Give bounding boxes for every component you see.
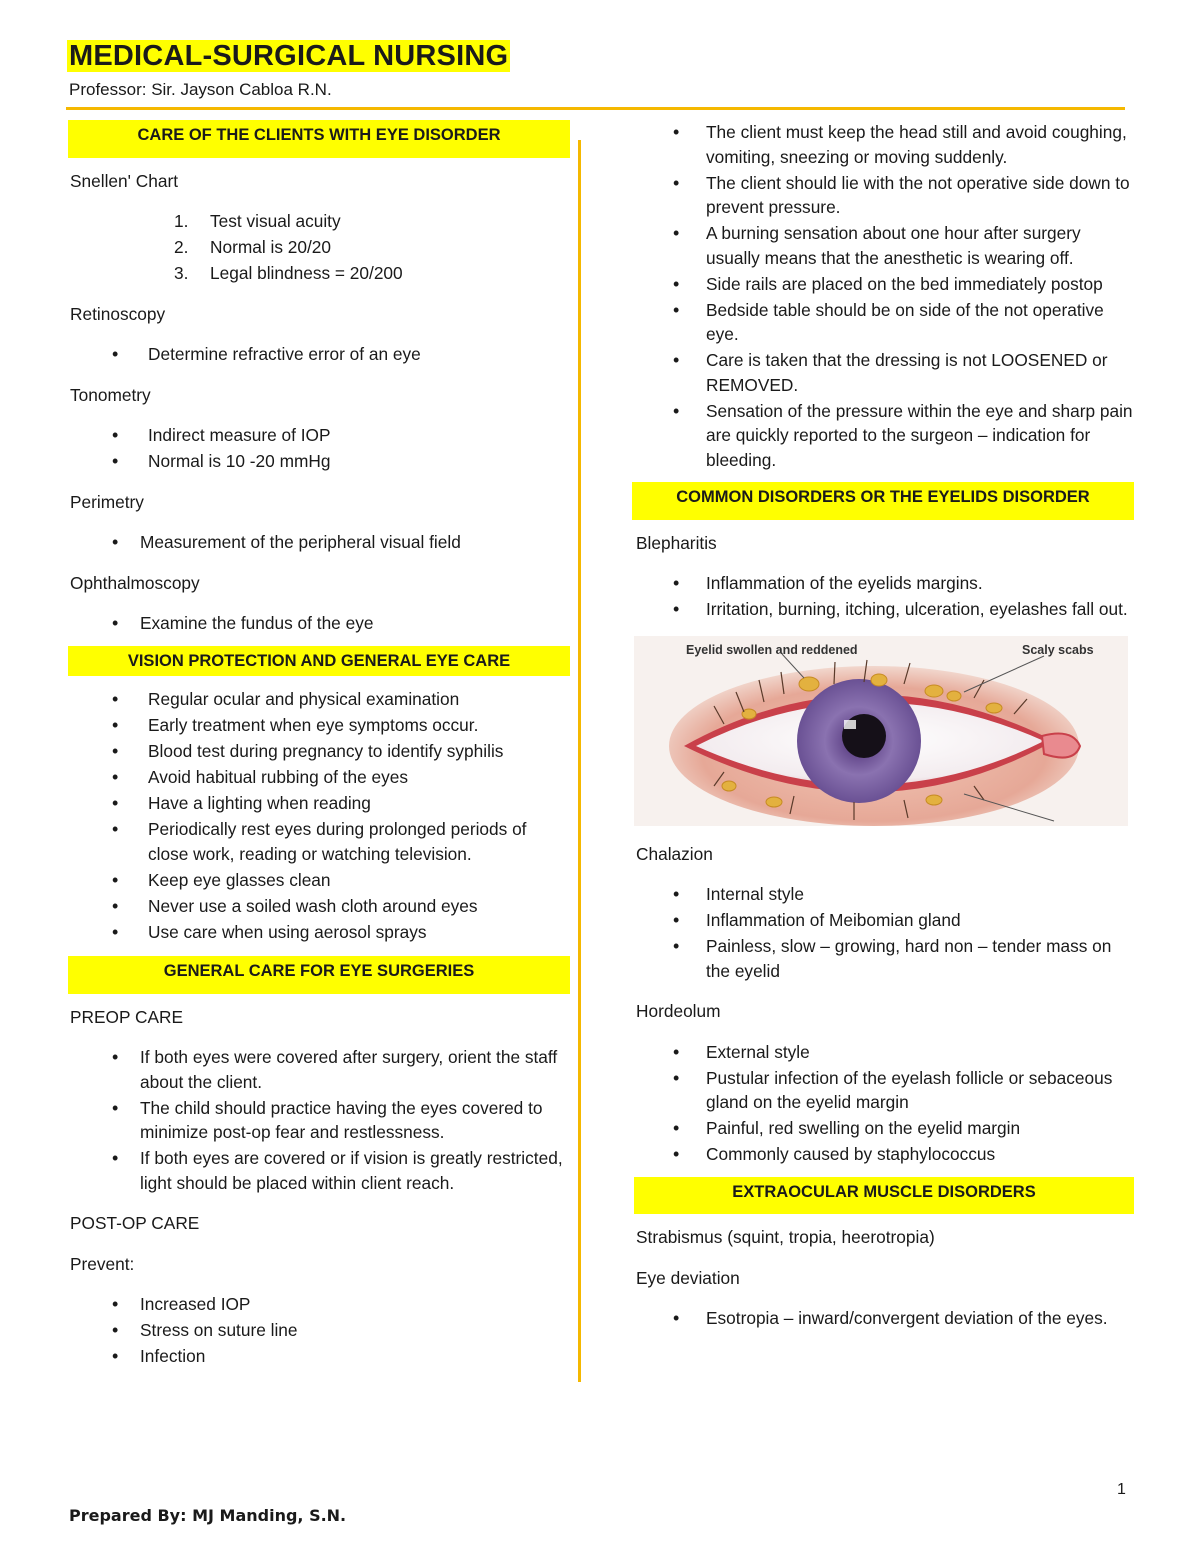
list-item: • Irritation, burning, itching, ulceration, eyelashes fall out. [634, 597, 1134, 622]
column-divider [578, 140, 581, 1382]
blepharitis-list [634, 571, 1134, 622]
list-item: • Side rails are placed on the bed immediately postop [634, 272, 1134, 297]
eye-illustration [634, 636, 1128, 826]
right-column [634, 120, 1134, 1347]
list-item: • Sensation of the pressure within the eye and sharp pain are quickly reported to the surgeon – indication for bleeding. [634, 399, 1134, 473]
tonometry-title: Tonometry [70, 384, 151, 405]
strabismus-text: Strabismus (squint, tropia, heerotropia) [636, 1227, 935, 1247]
eye-deviation-title: Eye deviation [636, 1267, 740, 1288]
blepharitis-title: Blepharitis [636, 532, 717, 553]
list-item: 3. Legal blindness = 20/200 [174, 263, 403, 283]
hordeolum-list [634, 1040, 1134, 1167]
list-item: • Increased IOP [68, 1292, 570, 1317]
perimetry-list [68, 530, 570, 555]
list-item: • Bedside table should be on side of the not operative eye. [634, 298, 1134, 347]
header-divider [66, 107, 1125, 110]
list-item: • Infection [68, 1344, 570, 1369]
list-item: 2. Normal is 20/20 [174, 237, 332, 257]
postop-list [634, 120, 1134, 472]
list-item: • Periodically rest eyes during prolonged periods of close work, reading or watching television. [68, 817, 570, 866]
page-number: 1 [1117, 1481, 1126, 1498]
caruncle [1042, 733, 1080, 757]
list-item: • Regular ocular and physical examination [68, 687, 570, 712]
list-item: 1. Test visual acuity [174, 211, 341, 231]
document-title: MEDICAL-SURGICAL NURSING [69, 40, 509, 72]
figure-label-scabs: Scaly scabs [1022, 642, 1094, 657]
preop-list [68, 1045, 570, 1195]
ophthalmoscopy-list [68, 611, 570, 636]
list-item: • Painful, red swelling on the eyelid margin [634, 1116, 1134, 1141]
list-item: • Normal is 10 -20 mmHg [68, 449, 570, 474]
list-item: • Examine the fundus of the eye [68, 611, 570, 636]
deviation-list [634, 1306, 1134, 1331]
preop-title: PREOP CARE [70, 1006, 184, 1027]
professor-line: Professor: Sir. Jayson Cabloa R.N. [69, 80, 332, 99]
list-item: • Indirect measure of IOP [68, 423, 570, 448]
list-item: • Esotropia – inward/convergent deviation of the eyes. [634, 1306, 1134, 1331]
left-column [68, 120, 570, 1385]
snellen-list [68, 209, 570, 286]
blepharitis-figure [634, 636, 1128, 826]
retinoscopy-list [68, 342, 570, 367]
perimetry-title: Perimetry [70, 491, 144, 512]
list-item: • Keep eye glasses clean [68, 868, 570, 893]
list-item: • Inflammation of the eyelids margins. [634, 571, 1134, 596]
list-item: • Avoid habitual rubbing of the eyes [68, 765, 570, 790]
list-item: • Blood test during pregnancy to identify syphilis [68, 739, 570, 764]
list-item: • The client must keep the head still and avoid coughing, vomiting, sneezing or moving suddenly. [634, 120, 1134, 169]
tonometry-list [68, 423, 570, 474]
prevent-title: Prevent: [70, 1253, 135, 1274]
list-item: • Painless, slow – growing, hard non – tender mass on the eyelid [634, 934, 1134, 983]
list-item: • Have a lighting when reading [68, 791, 570, 816]
list-item: • Determine refractive error of an eye [68, 342, 570, 367]
section-heading-vision-protection: VISION PROTECTION AND GENERAL EYE CARE [68, 646, 570, 677]
list-item: • The child should practice having the eyes covered to minimize post-op fear and restlessness. [68, 1096, 570, 1145]
list-item: • Internal style [634, 882, 1134, 907]
list-item: • If both eyes were covered after surgery, orient the staff about the client. [68, 1045, 570, 1094]
figure-label-swollen: Eyelid swollen and reddened [686, 642, 858, 657]
ophthalmoscopy-title: Ophthalmoscopy [70, 572, 200, 593]
prevent-list [68, 1292, 570, 1369]
section-heading-eyelids: COMMON DISORDERS OR THE EYELIDS DISORDER [632, 482, 1134, 520]
chalazion-title: Chalazion [636, 843, 713, 864]
section-heading-eye-surgeries: GENERAL CARE FOR EYE SURGERIES [68, 956, 570, 994]
list-item: • Pustular infection of the eyelash follicle or sebaceous gland on the eyelid margin [634, 1066, 1134, 1115]
section-heading-extraocular: EXTRAOCULAR MUSCLE DISORDERS [634, 1177, 1134, 1215]
section-heading-eye-disorder: CARE OF THE CLIENTS WITH EYE DISORDER [68, 120, 570, 158]
list-item: • Care is taken that the dressing is not LOOSENED or REMOVED. [634, 348, 1134, 397]
list-item: • Commonly caused by staphylococcus [634, 1142, 1134, 1167]
list-item: • Inflammation of Meibomian gland [634, 908, 1134, 933]
list-item: • Early treatment when eye symptoms occur. [68, 713, 570, 738]
list-item: • Use care when using aerosol sprays [68, 920, 570, 945]
retinoscopy-title: Retinoscopy [70, 303, 166, 324]
vision-protection-list [68, 687, 570, 944]
list-item: • If both eyes are covered or if vision is greatly restricted, light should be placed within client reach. [68, 1146, 570, 1195]
list-item: • External style [634, 1040, 1134, 1065]
list-item: • A burning sensation about one hour after surgery usually means that the anesthetic is wearing off. [634, 221, 1134, 270]
prepared-by: Prepared By: MJ Manding, S.N. [69, 1506, 347, 1525]
snellen-chart-title: Snellen' Chart [70, 170, 179, 191]
chalazion-list [634, 882, 1134, 983]
postop-title: POST-OP CARE [70, 1213, 200, 1233]
hordeolum-title: Hordeolum [636, 1001, 721, 1021]
list-item: • Never use a soiled wash cloth around eyes [68, 894, 570, 919]
list-item: • The client should lie with the not operative side down to prevent pressure. [634, 171, 1134, 220]
list-item: • Measurement of the peripheral visual field [68, 530, 570, 555]
list-item: • Stress on suture line [68, 1318, 570, 1343]
